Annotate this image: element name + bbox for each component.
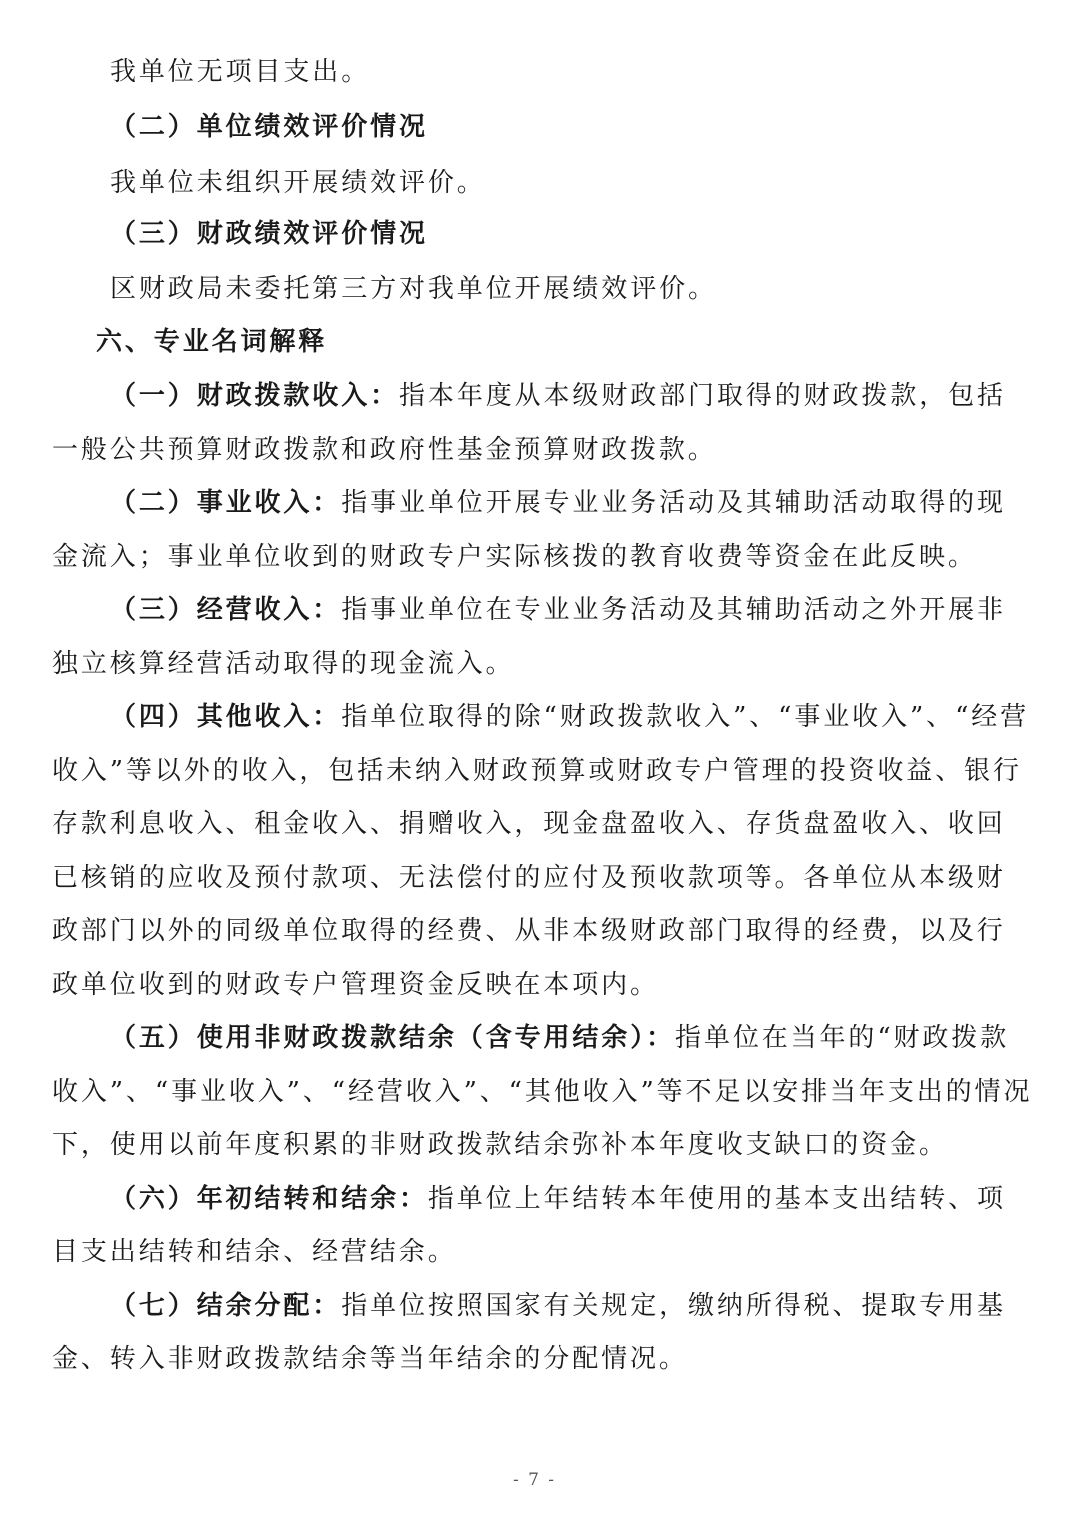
- term-label: （三）经营收入：: [110, 595, 342, 625]
- subsection-heading: （二）单位绩效评价情况: [110, 112, 428, 142]
- term-paragraph-line: （七）结余分配：指单位按照国家有关规定，缴纳所得税、提取专用基: [110, 1291, 1006, 1321]
- term-paragraph-line: （六）年初结转和结余：指单位上年结转本年使用的基本支出结转、项: [110, 1184, 1006, 1214]
- paragraph-line: 政单位收到的财政专户管理资金反映在本项内。: [52, 970, 659, 1000]
- paragraph-line: 目支出结转和结余、经营结余。: [52, 1237, 457, 1267]
- paragraph: 我单位未组织开展绩效评价。: [110, 168, 486, 198]
- paragraph-line: 一般公共预算财政拨款和政府性基金预算财政拨款。: [52, 435, 717, 465]
- page-number: - 7 -: [512, 1470, 557, 1490]
- term-label: （二）事业收入：: [110, 488, 342, 518]
- term-label: （四）其他收入：: [110, 702, 342, 732]
- term-paragraph-line: （一）财政拨款收入：指本年度从本级财政部门取得的财政拨款，包括: [110, 381, 1006, 411]
- term-paragraph-line: （五）使用非财政拨款结余（含专用结余）：指单位在当年的“财政拨款: [110, 1023, 1010, 1053]
- paragraph: 区财政局未委托第三方对我单位开展绩效评价。: [110, 274, 717, 304]
- paragraph: 我单位无项目支出。: [110, 57, 371, 87]
- term-label: （七）结余分配：: [110, 1291, 342, 1321]
- paragraph-line: 金流入；事业单位收到的财政专户实际核拨的教育收费等资金在此反映。: [52, 542, 977, 572]
- term-paragraph-line: （四）其他收入：指单位取得的除“财政拨款收入”、“事业收入”、“经营: [110, 702, 1030, 732]
- paragraph-line: 政部门以外的同级单位取得的经费、从非本级财政部门取得的经费，以及行: [52, 916, 1006, 946]
- paragraph-line: 存款利息收入、租金收入、捐赠收入，现金盘盈收入、存货盘盈收入、收回: [52, 809, 1006, 839]
- paragraph-line: 收入”、“事业收入”、“经营收入”、“其他收入”等不足以安排当年支出的情况: [52, 1077, 1033, 1107]
- paragraph-line: 独立核算经营活动取得的现金流入。: [52, 649, 515, 679]
- subsection-heading: （三）财政绩效评价情况: [110, 219, 428, 249]
- term-label: （六）年初结转和结余：: [110, 1184, 428, 1214]
- term-paragraph-line: （二）事业收入：指事业单位开展专业业务活动及其辅助活动取得的现: [110, 488, 1006, 518]
- section-heading: 六、专业名词解释: [96, 327, 328, 357]
- paragraph-line: 已核销的应收及预付款项、无法偿付的应付及预收款项等。各单位从本级财: [52, 863, 1006, 893]
- term-paragraph-line: （三）经营收入：指事业单位在专业业务活动及其辅助活动之外开展非: [110, 595, 1006, 625]
- paragraph-line: 下，使用以前年度积累的非财政拨款结余弥补本年度收支缺口的资金。: [52, 1130, 948, 1160]
- term-label: （一）财政拨款收入：: [110, 381, 400, 411]
- paragraph-line: 收入”等以外的收入，包括未纳入财政预算或财政专户管理的投资收益、银行: [52, 756, 1022, 786]
- term-label: （五）使用非财政拨款结余（含专用结余）：: [110, 1023, 676, 1053]
- paragraph-line: 金、转入非财政拨款结余等当年结余的分配情况。: [52, 1344, 688, 1374]
